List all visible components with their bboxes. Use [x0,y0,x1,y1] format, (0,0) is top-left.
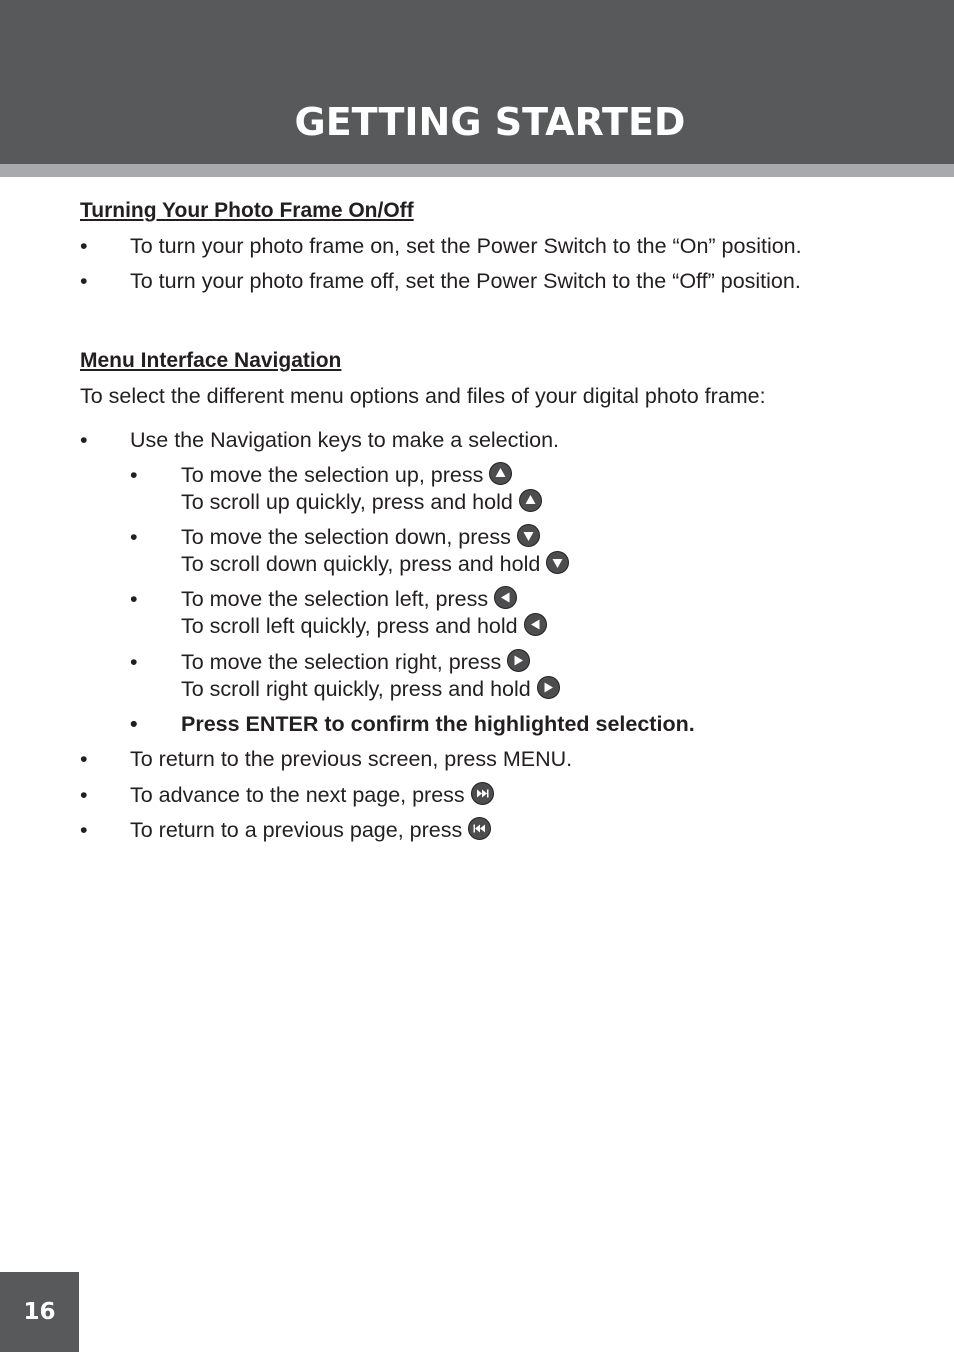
move-down-line [181,524,540,550]
previous-page-text: To return to a previous page, press [130,818,463,842]
scroll-right-line [181,676,560,702]
page-title: GETTING STARTED [294,100,686,144]
up-arrow-key-icon [489,462,512,485]
next-page-line [130,782,494,808]
sub-bullet: • [130,463,138,487]
scroll-up-text: To scroll up quickly, press and hold [181,490,513,514]
down-arrow-key-icon [546,551,569,574]
move-left-line [181,586,517,612]
header-divider [0,164,954,177]
bullet: • [80,428,88,452]
sub-bullet: • [130,587,138,611]
move-up-line [181,462,512,488]
scroll-right-text: To scroll right quickly, press and hold [181,677,531,701]
previous-page-key-icon [468,817,491,840]
bullet: • [80,818,88,842]
sub-bullet: • [130,650,138,674]
scroll-down-text: To scroll down quickly, press and hold [181,552,541,576]
down-arrow-key-icon [517,524,540,547]
left-arrow-key-icon [524,613,547,636]
navigation-keys-text: Use the Navigation keys to make a selection. [130,428,560,452]
move-right-text: To move the selection right, press [181,650,502,674]
navigation-intro: To select the different menu options and files of your digital photo frame: [80,384,766,408]
power-on-text: To turn your photo frame on, set the Power Switch to the “On” position. [130,234,802,258]
bullet: • [80,234,88,258]
move-left-text: To move the selection left, press [181,587,489,611]
menu-return-text: To return to the previous screen, press MENU. [130,747,573,771]
move-right-line [181,649,530,675]
next-page-key-icon [471,782,494,805]
bullet: • [80,783,88,807]
scroll-left-line [181,613,547,639]
scroll-up-line [181,489,542,515]
scroll-down-line [181,551,569,577]
sub-bullet: • [130,712,138,736]
next-page-text: To advance to the next page, press [130,783,465,807]
bullet: • [80,747,88,771]
move-down-text: To move the selection down, press [181,525,511,549]
move-up-text: To move the selection up, press [181,463,484,487]
left-arrow-key-icon [494,586,517,609]
previous-page-line [130,817,491,843]
section-heading-navigation: Menu Interface Navigation [80,349,342,372]
section-heading-power: Turning Your Photo Frame On/Off [80,199,414,222]
enter-confirm-text: Press ENTER to confirm the highlighted selection. [181,712,695,736]
right-arrow-key-icon [507,649,530,672]
right-arrow-key-icon [537,676,560,699]
page-number: 16 [23,1299,56,1325]
up-arrow-key-icon [519,489,542,512]
power-off-text: To turn your photo frame off, set the Power Switch to the “Off” position. [130,269,801,293]
bullet: • [80,269,88,293]
sub-bullet: • [130,525,138,549]
scroll-left-text: To scroll left quickly, press and hold [181,614,518,638]
